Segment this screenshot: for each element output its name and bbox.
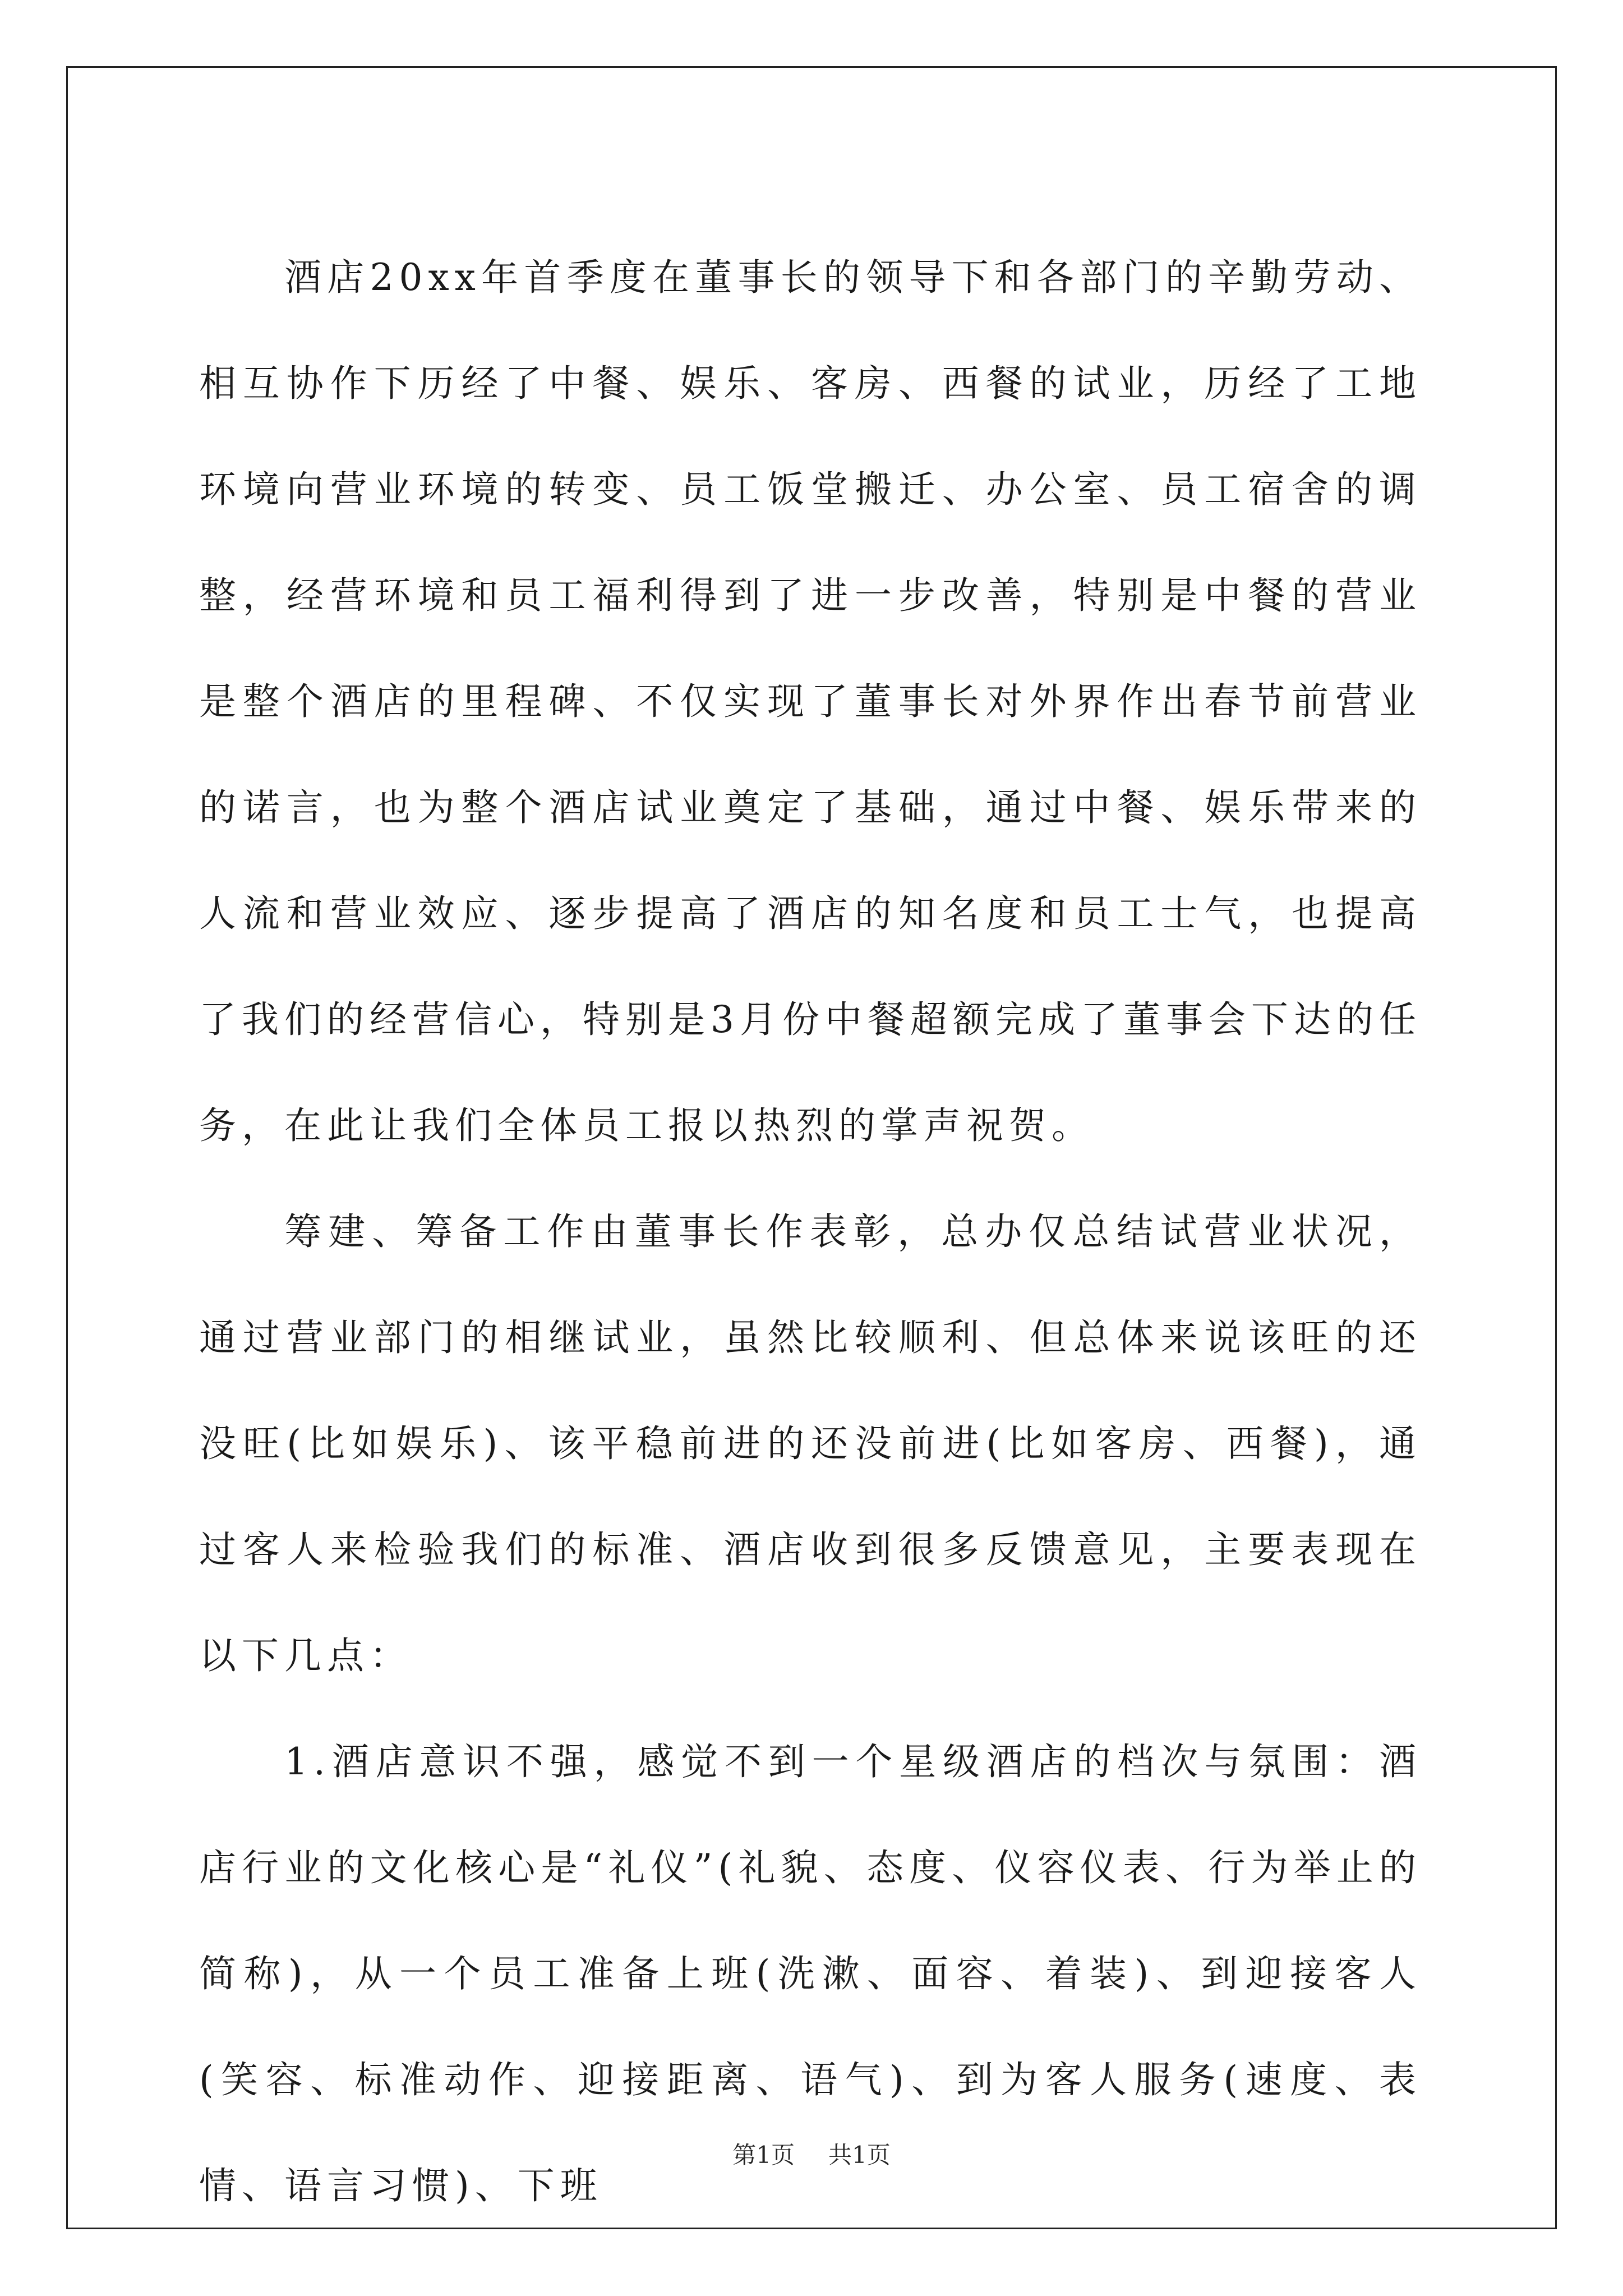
page-footer: [0, 2138, 1623, 2172]
document-body: [199, 224, 1422, 2239]
paragraph-3: 1.酒店意识不强，感觉不到一个星级酒店的档次与氛围：酒店行业的文化核心是“礼仪”(礼貌、态度、仪容仪表、行为举止的简称)，从一个员工准备上班(洗漱、面容、着装)、到迎接客人(笑容、标准动作、迎接距离、语气)、到为客人服务(速度、表情、语言习惯)、下班: [199, 1740, 1422, 2207]
page-total: 共1页: [828, 2141, 891, 2169]
paragraph-1: 酒店20xx年首季度在董事长的领导下和各部门的辛勤劳动、相互协作下历经了中餐、娱乐、客房、西餐的试业，历经了工地环境向营业环境的转变、员工饭堂搬迁、办公室、员工宿舍的调整，经营环境和员工福利得到了进一步改善，特别是中餐的营业是整个酒店的里程碑、不仅实现了董事长对外界作出春节前营业的诺言，也为整个酒店试业奠定了基础，通过中餐、娱乐带来的人流和营业效应、逐步提高了酒店的知名度和员工士气，也提高了我们的经营信心，特别是3月份中餐超额完成了董事会下达的任务，在此让我们全体员工报以热烈的掌声祝贺。: [199, 256, 1422, 1147]
page-number: 第1页: [732, 2141, 795, 2169]
paragraph-2: 筹建、筹备工作由董事长作表彰，总办仅总结试营业状况，通过营业部门的相继试业，虽然比较顺利、但总体来说该旺的还没旺(比如娱乐)、该平稳前进的还没前进(比如客房、西餐)，通过客人来检验我们的标准、酒店收到很多反馈意见，主要表现在以下几点：: [199, 1210, 1422, 1677]
